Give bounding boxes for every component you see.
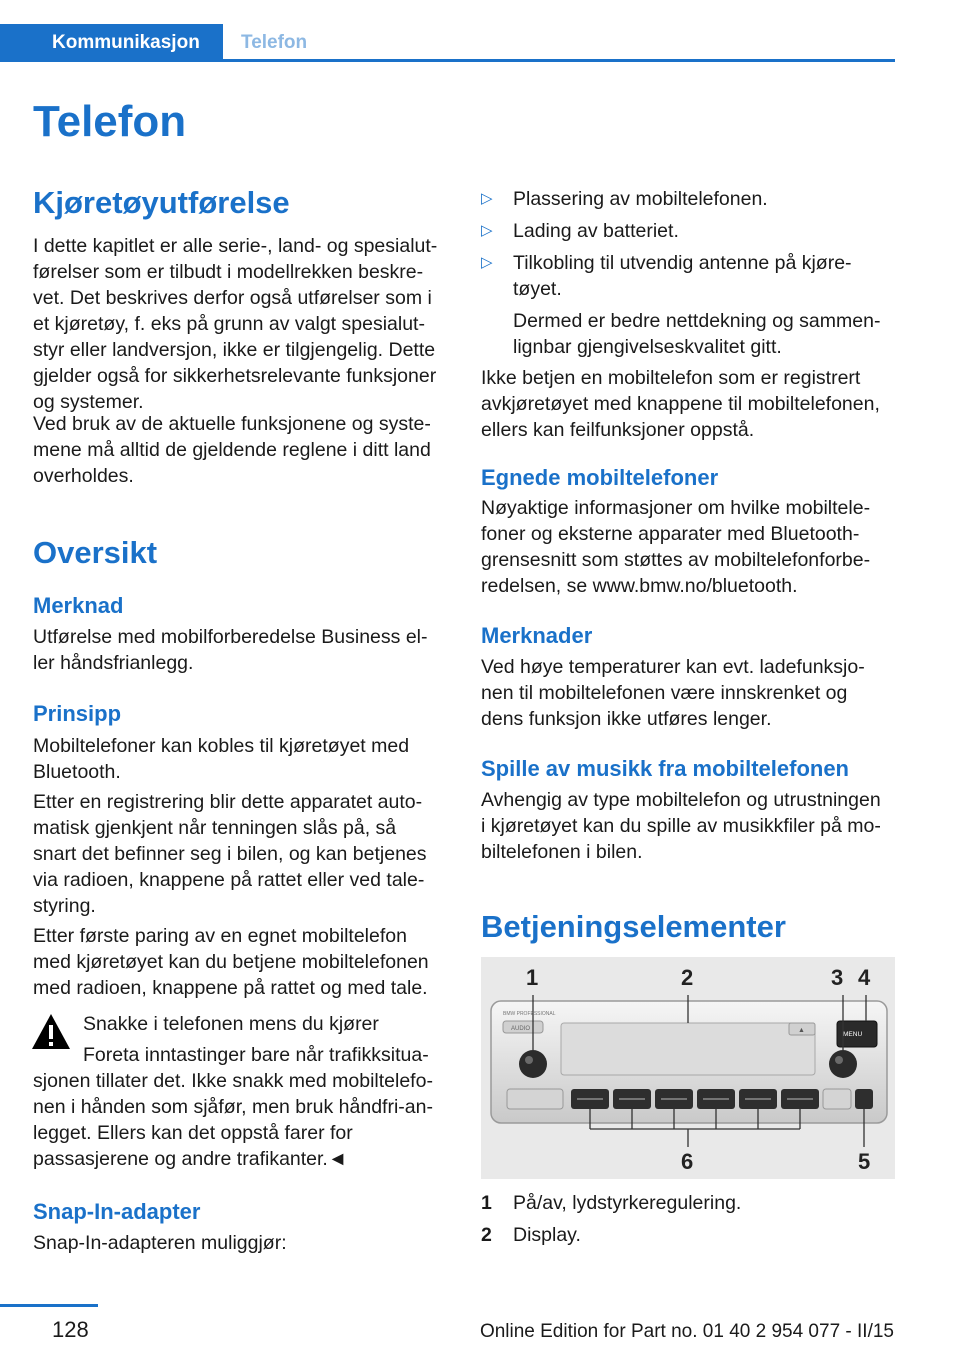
radio-panel-illustration <box>481 957 895 1179</box>
callout-2: 2 <box>681 965 694 990</box>
legend-item: 1 På/av, lydstyrkeregulering. <box>481 1192 742 1214</box>
paragraph-prinsipp-3: Etter første paring av en egnet mobiltelefon med kjøretøyet kan du betjene mobiltelefonen med radioen, knappene på rattet og med tale. <box>33 925 429 999</box>
heading-egnede: Egnede mobiltelefoner <box>481 465 719 490</box>
heading-prinsipp: Prinsipp <box>33 701 122 726</box>
paragraph-prinsipp-1: Mobiltelefoner kan kobles til kjøretøyet med Bluetooth. <box>33 735 410 783</box>
header-bar <box>0 24 895 62</box>
heading-spille: Spille av musikk fra mobiltelefonen <box>481 756 849 781</box>
callout-4: 4 <box>858 965 871 990</box>
triangle-right-icon: ▷ <box>481 222 493 239</box>
warning-line-1: Foreta inntastinger bare når trafikksitua- <box>83 1044 429 1066</box>
footer-edition: Online Edition for Part no. 01 40 2 954 077 - II/15 <box>479 1321 894 1342</box>
svg-text:▲: ▲ <box>798 1027 805 1034</box>
heading-kjoretoyutforelse: Kjøretøyutførelse <box>33 185 290 220</box>
callout-6: 6 <box>681 1149 694 1174</box>
heading-merknader: Merknader <box>481 623 593 648</box>
heading-merknad: Merknad <box>33 593 124 618</box>
panel-audio-text: AUDIO <box>511 1026 531 1032</box>
callout-1: 1 <box>526 965 539 990</box>
callout-5: 5 <box>858 1149 871 1174</box>
warning-text: sjonen tillater det. Ikke snakk med mobiltelefo- nen i hånden som sjåfør, men bruk håndfri-an- legget. Ellers kan det oppstå farer for passasjerene og andre trafikanter.◄ <box>33 1070 433 1170</box>
heading-snapin: Snap-In-adapter <box>33 1199 201 1224</box>
triangle-right-icon: ▷ <box>481 190 493 207</box>
page-tab[interactable]: Telefon <box>241 32 308 53</box>
paragraph-spille: Avhengig av type mobiltelefon og utrustningen i kjøretøyet kan du spille av musikkfiler på mo- biltelefonen i bilen. <box>481 789 881 863</box>
paragraph-kjoretoy-2: Ved bruk av de aktuelle funksjonene og syste- mene må alltid de gjeldende reglene i ditt land overholdes. <box>33 413 431 487</box>
callout-3: 3 <box>831 965 844 990</box>
page-number: 128 <box>52 1317 89 1342</box>
paragraph-snapin: Snap-In-adapteren muliggjør: <box>33 1232 287 1254</box>
warning-title: Snakke i telefonen mens du kjører <box>83 1013 379 1035</box>
paragraph-prinsipp-2: Etter en registrering blir dette apparatet auto- matisk gjenkjent når tenningen slås på, så snart det befinner seg i bilen, og kan betjenes via radioen, knappene på rattet eller ved tale- styring. <box>33 791 427 917</box>
footer-rule <box>0 1304 98 1307</box>
panel-menu-text: MENU <box>843 1031 863 1038</box>
heading-betjeningselementer: Betjeningselementer <box>481 909 786 944</box>
bullet-item: ▷ Tilkobling til utvendig antenne på kjøre- tøyet. <box>481 252 852 300</box>
paragraph-merknader: Ved høye temperaturer kan evt. ladefunksjo- nen til mobiltelefonen være innskrenket og dens funksjon ikke utføres lenger. <box>481 656 865 730</box>
warning-icon <box>31 1012 71 1052</box>
triangle-right-icon: ▷ <box>481 254 493 271</box>
bullet-item: ▷ Lading av batteriet. <box>481 220 679 242</box>
paragraph-merknad: Utførelse med mobilforberedelse Business el- ler håndsfrianlegg. <box>33 626 428 674</box>
paragraph-egnede: Nøyaktige informasjoner om hvilke mobiltele- foner og eksterne apparater med Bluetooth- grensesnitt som støttes av mobiltelefonforbe- redelsen, se www.bmw.no/bluetooth. <box>481 497 871 597</box>
legend-item: 2 Display. <box>481 1224 581 1246</box>
bullet-continuation: Dermed er bedre nettdekning og sammen- lignbar gjengivelseskvalitet gitt. <box>513 310 881 358</box>
paragraph-kjoretoy-1: I dette kapitlet er alle serie-, land- og spesialut- førelser som er tilbudt i modellrekken beskre- vet. Det beskrives derfor også utførelser som i et kjøretøy, f. eks på grunn av valgt spesialut- styr eller landversjon, ikke er tilgjengelig. Dette gjelder også for sikkerhetsrelevante funksjoner og systemer. <box>33 235 438 413</box>
section-tab[interactable]: Kommunikasjon <box>0 24 223 62</box>
heading-oversikt: Oversikt <box>33 535 158 570</box>
radio-panel-figure <box>481 957 895 1179</box>
bullet-item: ▷ Plassering av mobiltelefonen. <box>481 188 768 210</box>
paragraph-after-bullets: Ikke betjen en mobiltelefon som er registrert avkjøretøyet med knappene til mobiltelefonen, ellers kan feilfunksjoner oppstå. <box>481 367 880 441</box>
panel-brand-text: BMW PROFESSIONAL <box>503 1011 556 1017</box>
page-title: Telefon <box>33 97 187 146</box>
